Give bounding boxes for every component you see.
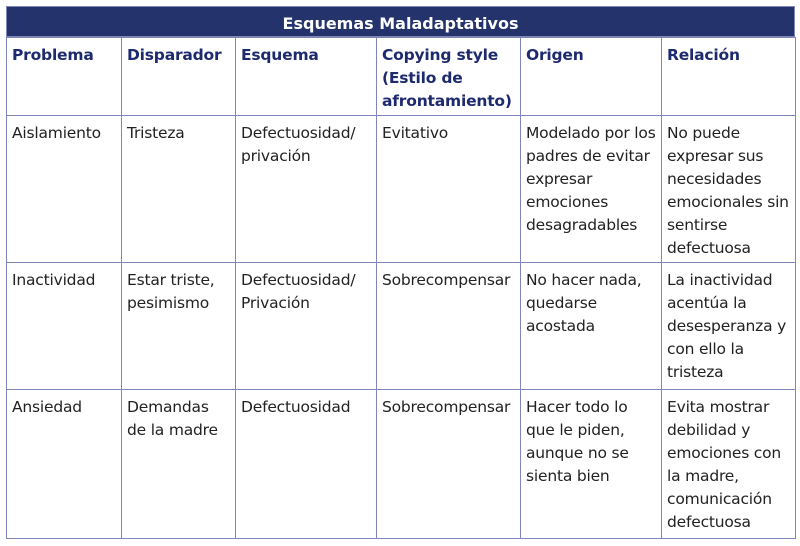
- table-cell: Defectuosidad/ privación: [236, 116, 377, 263]
- header-cell: Relación: [662, 38, 796, 116]
- schemas-table-container: [6, 6, 795, 539]
- header-cell: Disparador: [122, 38, 236, 116]
- header-cell: Origen: [521, 38, 662, 116]
- table-row: [7, 263, 796, 390]
- table-cell: Evita mostrar debilidad y emociones con la madre, comunicación defectuosa: [662, 390, 796, 539]
- table-cell: Hacer todo lo que le piden, aunque no se sienta bien: [521, 390, 662, 539]
- table-cell: Evitativo: [377, 116, 521, 263]
- table-cell: Modelado por los padres de evitar expresar emociones desagradables: [521, 116, 662, 263]
- table-row: [7, 390, 796, 539]
- table-cell: Inactividad: [7, 263, 122, 390]
- header-row: [7, 38, 796, 116]
- table-cell: Ansiedad: [7, 390, 122, 539]
- table-cell: No hacer nada, quedarse acostada: [521, 263, 662, 390]
- table-title: Esquemas Maladaptativos: [6, 6, 795, 37]
- header-cell: Esquema: [236, 38, 377, 116]
- table-cell: Defectuosidad/ Privación: [236, 263, 377, 390]
- table-cell: Demandas de la madre: [122, 390, 236, 539]
- schemas-table: [6, 37, 796, 539]
- table-cell: Sobrecompensar: [377, 263, 521, 390]
- table-cell: No puede expresar sus necesidades emocionales sin sentirse defectuosa: [662, 116, 796, 263]
- header-cell: Problema: [7, 38, 122, 116]
- table-cell: Aislamiento: [7, 116, 122, 263]
- table-cell: Estar triste, pesimismo: [122, 263, 236, 390]
- table-row: [7, 116, 796, 263]
- table-cell: Tristeza: [122, 116, 236, 263]
- header-cell: Copying style (Estilo de afrontamiento): [377, 38, 521, 116]
- table-cell: La inactividad acentúa la desesperanza y con ello la tristeza: [662, 263, 796, 390]
- table-cell: Defectuosidad: [236, 390, 377, 539]
- table-cell: Sobrecompensar: [377, 390, 521, 539]
